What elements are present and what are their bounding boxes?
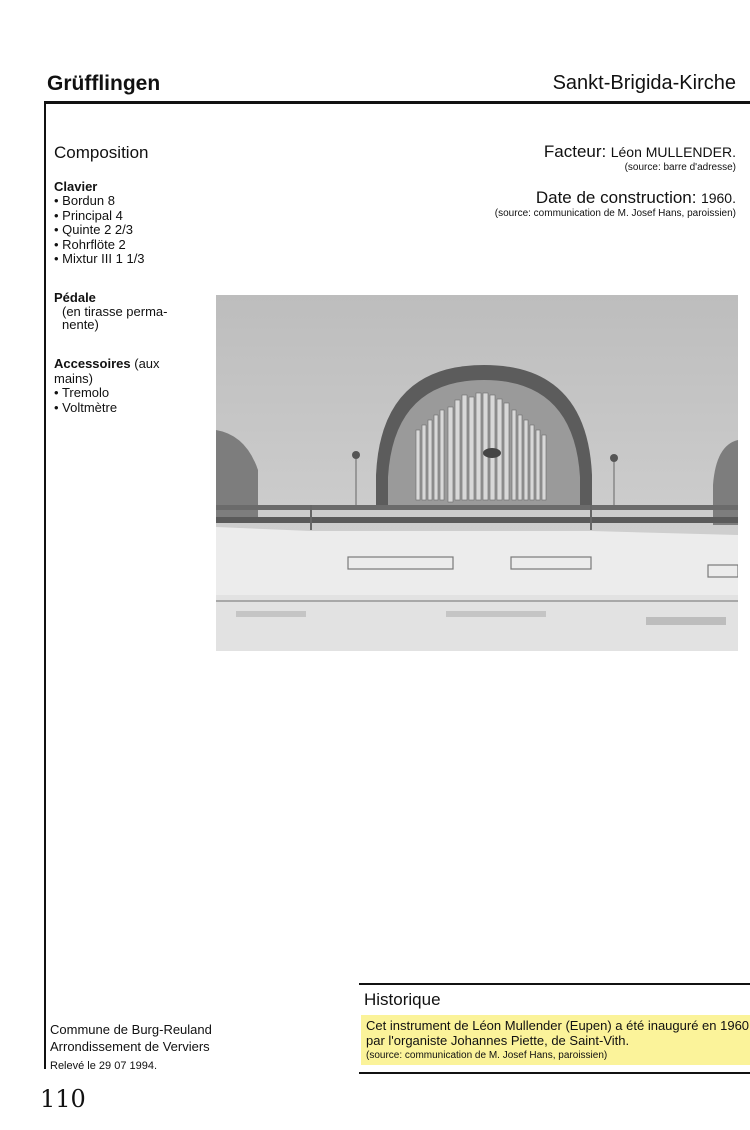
arrondissement-name: Arrondissement de Verviers: [50, 1039, 210, 1054]
facteur-value: Léon MULLENDER.: [610, 144, 736, 160]
accessoires-heading-label: Accessoires: [54, 356, 131, 371]
commune-name: Commune de Burg-Reuland: [50, 1022, 212, 1037]
date-value: 1960.: [700, 190, 736, 206]
accessoires-section: [54, 356, 184, 415]
accessoires-heading-note: (aux mains): [54, 356, 160, 386]
header-rule: [44, 101, 750, 104]
accessoires-list: [54, 386, 184, 415]
pedale-section: [54, 290, 182, 331]
facteur-label: Facteur:: [543, 142, 607, 161]
list-item: • Rohrflöte 2: [54, 238, 145, 253]
list-item: • Mixtur III 1 1/3: [54, 252, 145, 267]
commune-block: [50, 1021, 212, 1055]
list-item: • Bordun 8: [54, 194, 145, 209]
list-item: • Quinte 2 2/3: [54, 223, 145, 238]
list-item: • Tremolo: [54, 386, 184, 401]
facteur-block: [544, 142, 736, 173]
historique-text: Cet instrument de Léon Mullender (Eupen) a été inauguré en 1960 par l'organiste Johannes Piette, de Saint-Vith.: [366, 1018, 750, 1048]
date-label: Date de construction:: [535, 188, 697, 207]
date-block: [495, 188, 736, 219]
historique-title: Historique: [364, 990, 441, 1009]
historique-top-rule: [359, 983, 750, 985]
historique-source: (source: communication de M. Josef Hans, paroissien): [366, 1050, 608, 1061]
date-source: (source: communication de M. Josef Hans, paroissien): [494, 208, 736, 219]
list-item: • Principal 4: [54, 209, 145, 224]
clavier-heading: Clavier: [54, 179, 98, 194]
composition-title: Composition: [54, 143, 149, 162]
church-title: Sankt-Brigida-Kirche: [552, 72, 736, 94]
historique-text-block: [366, 1018, 750, 1063]
facteur-source: (source: barre d'adresse): [624, 162, 736, 173]
pedale-heading: Pédale: [54, 290, 96, 305]
page-number: 110: [40, 1085, 86, 1113]
pedale-note: (en tirasse perma-nente): [62, 304, 168, 332]
clavier-section: [54, 179, 145, 267]
releve-date: Relevé le 29 07 1994.: [50, 1060, 158, 1072]
organ-photo: [216, 295, 738, 651]
side-rule: [44, 101, 46, 1069]
historique-bottom-rule: [359, 1072, 750, 1074]
list-item: • Voltmètre: [54, 401, 184, 416]
place-title: Grüfflingen: [47, 72, 161, 95]
clavier-list: [54, 194, 145, 267]
accessoires-heading: [54, 356, 184, 386]
